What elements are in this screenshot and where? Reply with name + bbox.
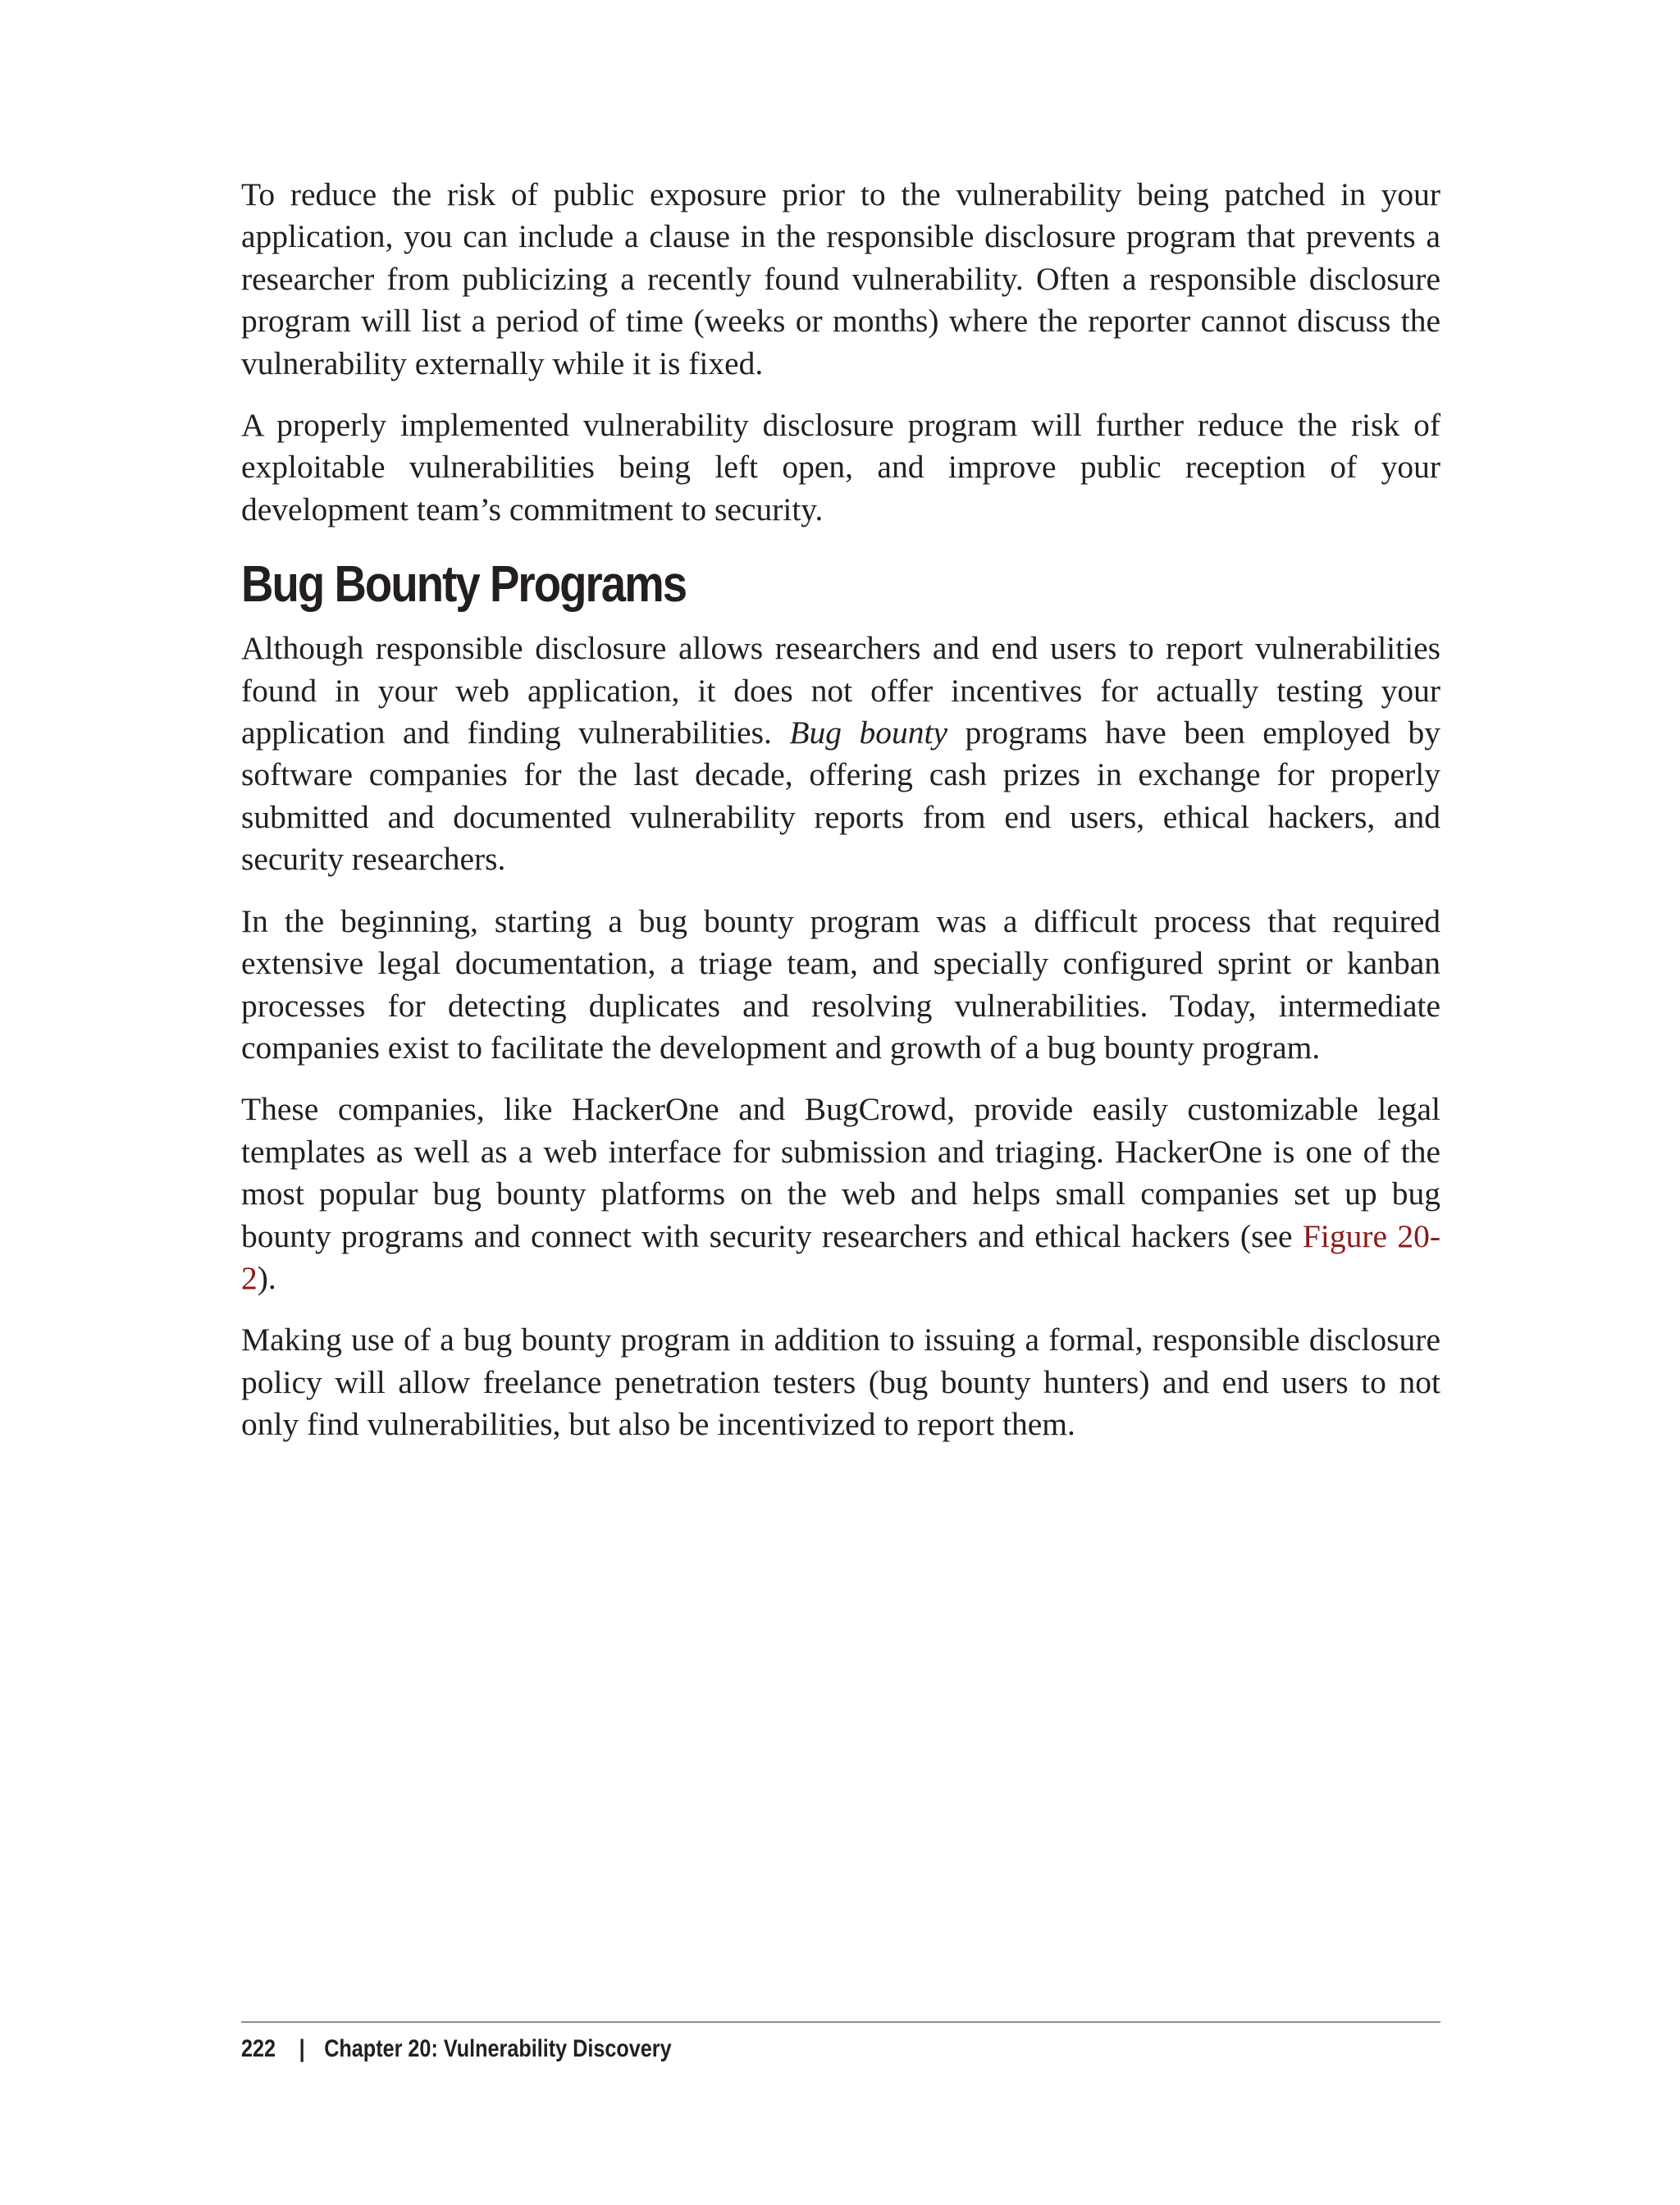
chapter-title: Chapter 20: Vulnerability Discovery	[324, 2035, 672, 2062]
paragraph-text: Although responsible disclosure allows researchers and end users to report vulnerabilities found in your web application, it does not offer incentives for actually testing your application and finding vulnerabilities.	[241, 630, 1440, 751]
paragraph-bug-bounty-platforms	[241, 1089, 1440, 1299]
paragraph-bug-bounty-history: In the beginning, starting a bug bounty program was a difficult process that required extensive legal documentation, a triage team, and specially configured sprint or kanban processes for detecting duplicates and resolving vulnerabilities. Today, intermediate companies exist to facilitate the development and growth of a bug bounty program.	[241, 902, 1440, 1066]
paragraph-bug-bounty-intro	[241, 628, 1440, 880]
footer-divider	[241, 2021, 1440, 2023]
page-content	[241, 174, 1440, 1466]
emphasis-term: Bug bounty	[789, 714, 948, 751]
figure-reference-link[interactable]: Figure 20-2	[241, 1217, 1440, 1296]
page-number: 222	[241, 2035, 276, 2062]
paragraph-disclosure-clause: To reduce the risk of public exposure prior to the vulnerability being patched in your application, you can include a clause in the responsible disclosure program that prevents a researcher from publicizing a recently found vulnerability. Often a responsible disclosure program will list a period of time (weeks or months) where the reporter cannot discuss the vulnerability externally while it is fixed.	[241, 176, 1440, 381]
page-footer	[241, 2030, 672, 2068]
footer-separator: |	[299, 2035, 305, 2062]
paragraph-text: ).	[257, 1259, 276, 1296]
paragraph-text: These companies, like HackerOne and BugCrowd, provide easily customizable legal templates as well as a web interface for submission and triaging. HackerOne is one of the most popular bug bounty platforms on the web and helps small companies set up bug bounty programs and connect with security researchers and ethical hackers (see	[241, 1091, 1440, 1254]
section-heading: Bug Bounty Programs	[241, 556, 687, 614]
paragraph-disclosure-benefits: A properly implemented vulnerability disclosure program will further reduce the risk of exploitable vulnerabilities being left open, and improve public reception of your development team’s commitment to security.	[241, 407, 1440, 527]
paragraph-text: programs have been employed by software companies for the last decade, offering cash prizes in exchange for properly submitted and documented vulnerability reports from end users, ethical hackers, and security researchers.	[241, 714, 1440, 878]
paragraph-bug-bounty-incentives: Making use of a bug bounty program in addition to issuing a formal, responsible disclosure policy will allow freelance penetration testers (bug bounty hunters) and end users to not only find vulnerabilities, but also be incentivized to report them.	[241, 1322, 1440, 1443]
